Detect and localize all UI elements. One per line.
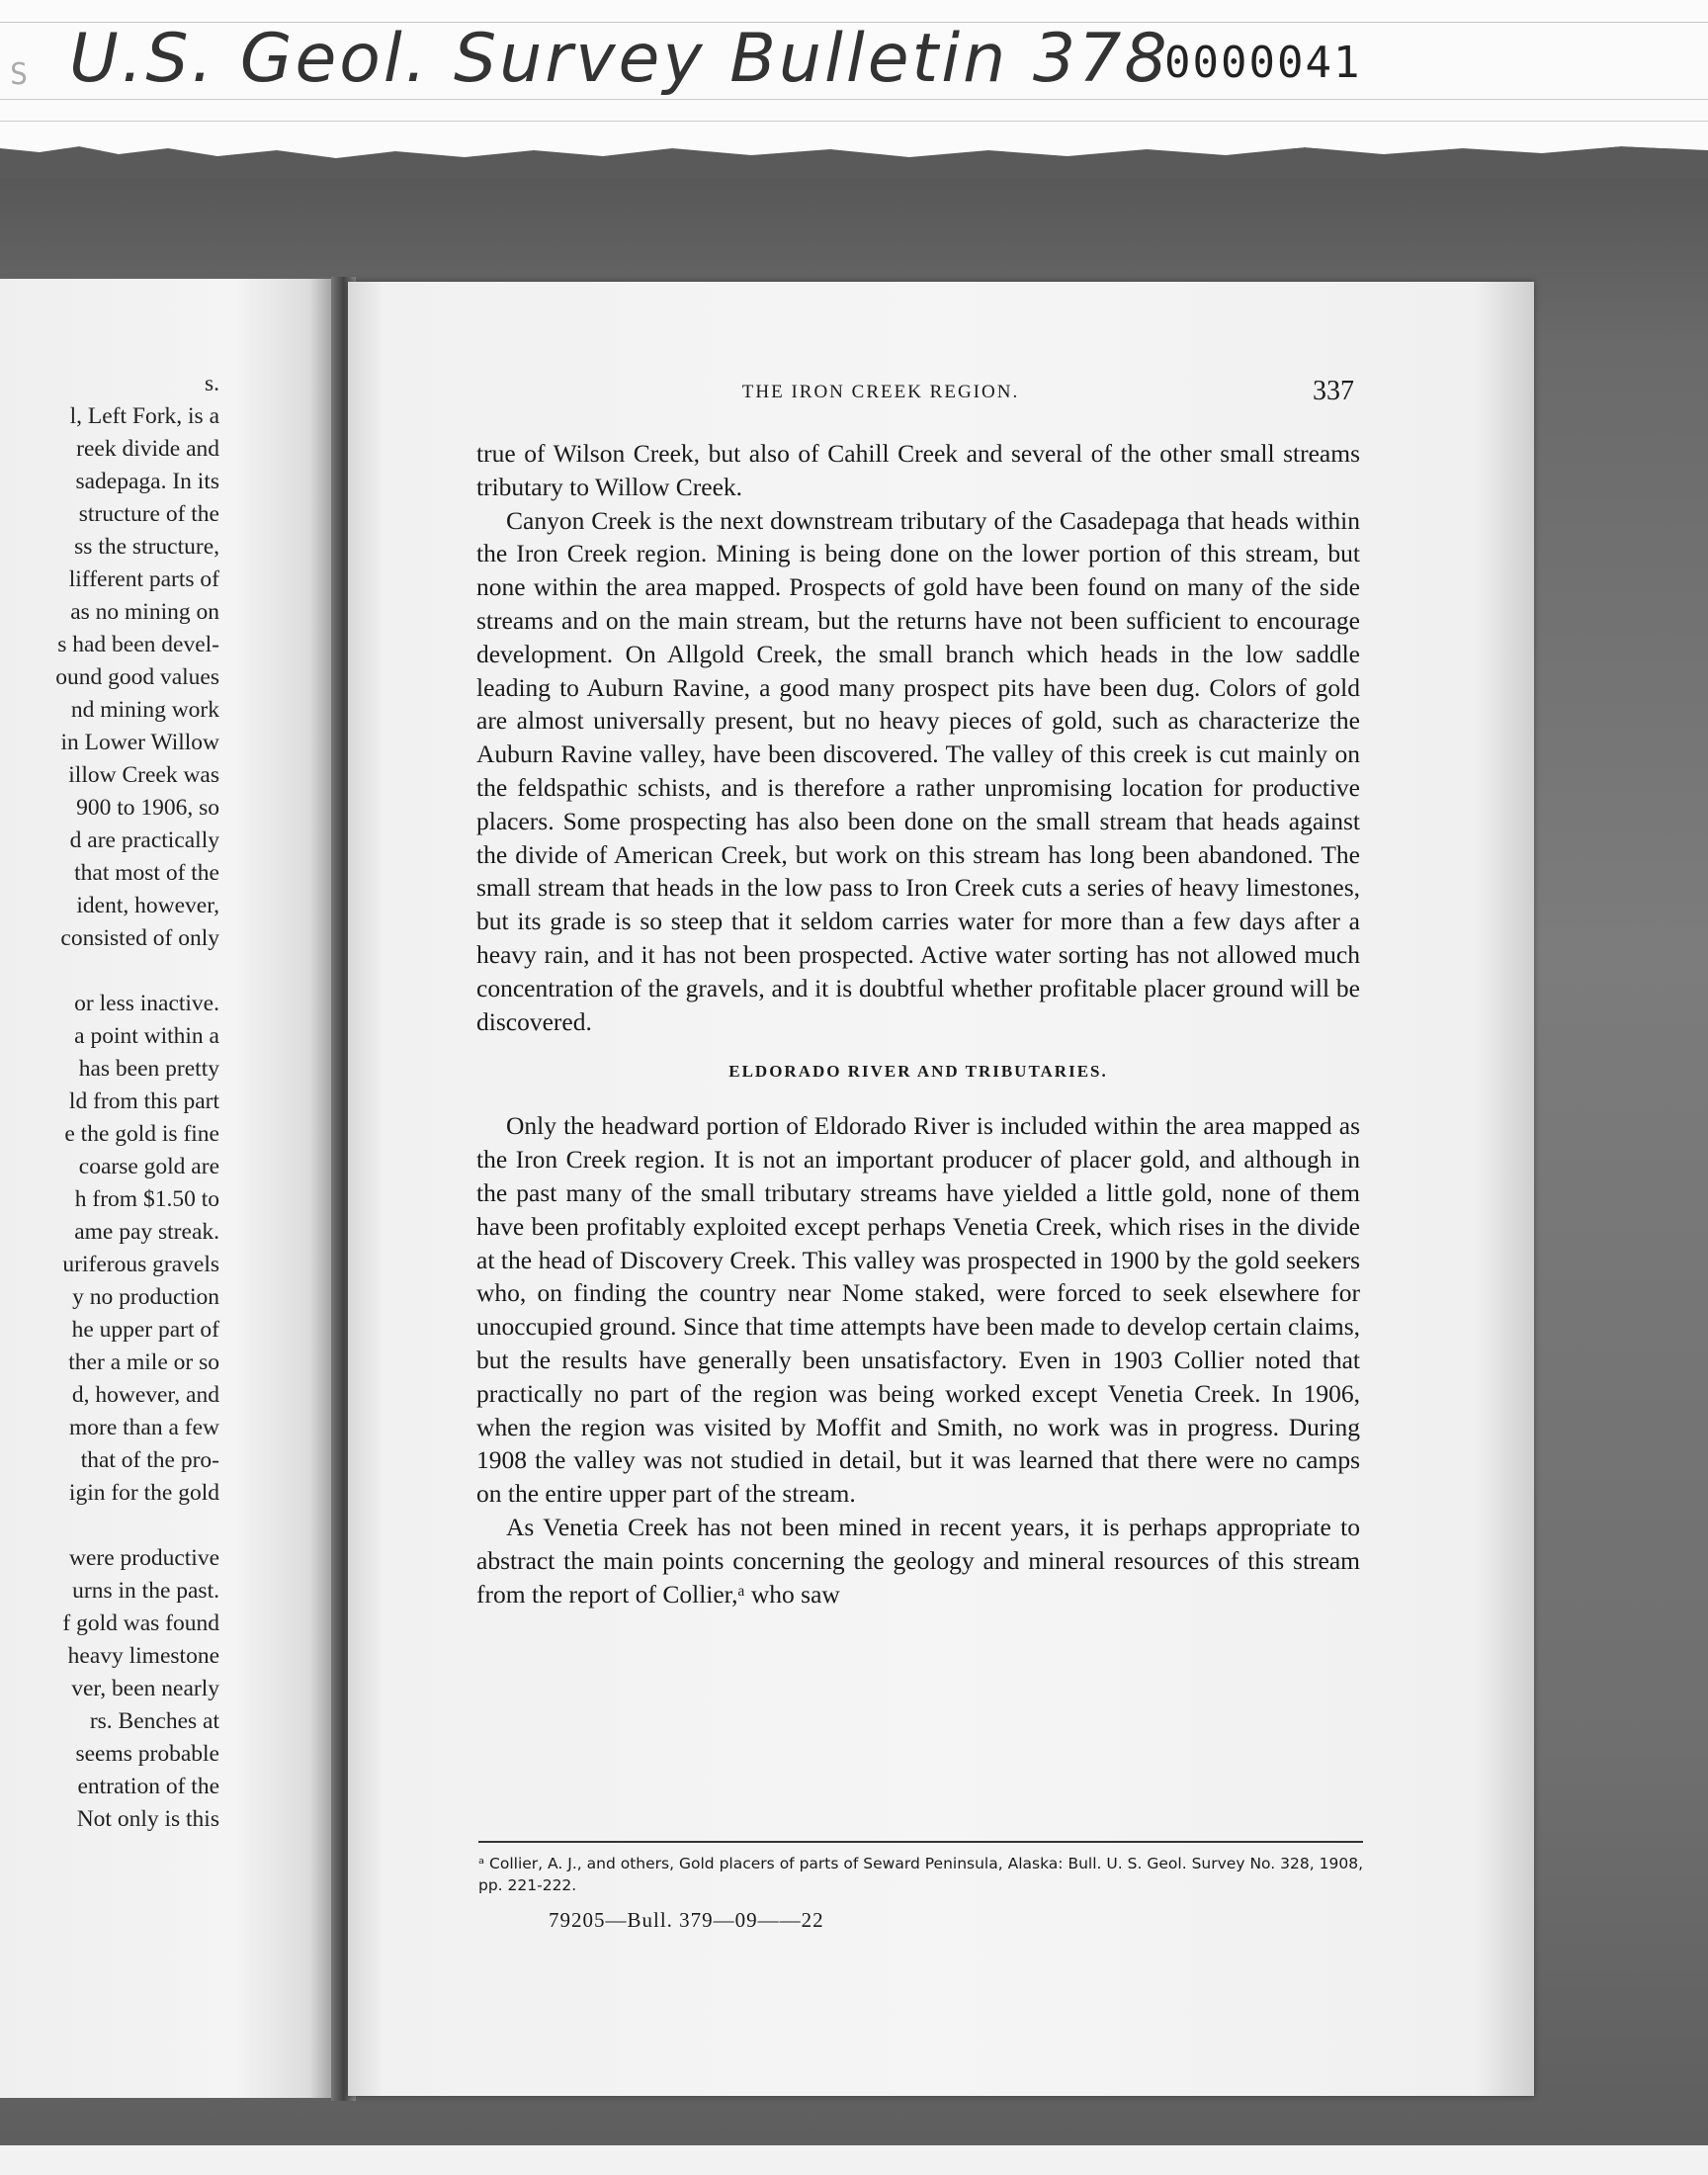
left-page-line: 900 to 1906, so bbox=[76, 795, 219, 821]
running-title: THE IRON CREEK REGION. bbox=[741, 382, 1020, 402]
left-page-line: ident, however, bbox=[76, 893, 219, 918]
document-number: 0000041 bbox=[1164, 38, 1362, 88]
left-page-line: ound good values bbox=[55, 664, 219, 690]
stamp-fragment: S bbox=[10, 57, 29, 92]
left-page-line: consisted of only bbox=[60, 925, 219, 951]
page-number: 337 bbox=[1313, 376, 1354, 406]
left-page-line: entration of the bbox=[77, 1774, 219, 1799]
left-page-line: more than a few bbox=[68, 1415, 219, 1440]
left-page-line: urns in the past. bbox=[72, 1578, 219, 1604]
section-heading: ELDORADO RIVER AND TRIBUTARIES. bbox=[728, 1062, 1108, 1082]
left-page-line: as no mining on bbox=[70, 599, 219, 625]
left-page-line: reek divide and bbox=[76, 436, 219, 462]
left-page-line: were productive bbox=[68, 1545, 219, 1571]
body-text bbox=[476, 437, 1360, 1610]
left-page-line: ver, been nearly bbox=[71, 1676, 219, 1701]
running-head bbox=[397, 376, 1364, 413]
left-page-line: a point within a bbox=[74, 1023, 219, 1049]
left-page-line: h from $1.50 to bbox=[74, 1186, 219, 1212]
left-page-line: or less inactive. bbox=[74, 991, 219, 1016]
left-page-line: igin for the gold bbox=[68, 1480, 219, 1506]
left-page-line: nd mining work bbox=[70, 697, 219, 723]
left-page-line: structure of the bbox=[78, 501, 219, 527]
left-page-line: sadepaga. In its bbox=[75, 469, 219, 494]
paragraph: As Venetia Creek has not been mined in recent years, it is perhaps appropriate to abstract the main points concerning the geology and mineral resources of this stream from the report of Collier,ᵃ who saw bbox=[476, 1512, 1360, 1609]
left-page-line: heavy limestone bbox=[67, 1643, 219, 1669]
left-page-line: lifferent parts of bbox=[68, 566, 219, 592]
left-page-line: d are practically bbox=[69, 827, 219, 853]
paragraph: Canyon Creek is the next downstream tributary of the Casadepaga that heads within the Iron Creek region. Mining is being done on the lower portion of this stream, but none within the area mapped. Prospects of gold have been found on many of the side streams and on the main stream, but the returns have not been sufficient to encourage development. On Allgold Creek, the small branch which heads in the low saddle leading to Auburn Ravine, a good many prospect pits have been dug. Colors of gold are almost universally present, but no heavy pieces of gold, such as characterize the Auburn Ravine valley, have been discovered. The valley of this creek is cut mainly on the feldspathic schists, and is therefore a rather unpromising location for productive placers. Some prospecting has also been done on the small stream that heads against the divide of American Creek, but work on this stream has long been abandoned. The small stream that heads in the low pass to Iron Creek cuts a series of heavy limestones, but its grade is so steep that it seldom carries water for more than a few days after a heavy rain, and it has not been prospected. Active water sorting has not allowed much concentration of the gravels, and it is doubtful whether profitable placer ground will be discovered. bbox=[476, 505, 1360, 1036]
left-page-line: uriferous gravels bbox=[62, 1252, 219, 1277]
left-page-line: that most of the bbox=[74, 860, 219, 886]
left-page-line: seems probable bbox=[75, 1741, 219, 1767]
handwritten-label: U.S. Geol. Survey Bulletin 378 bbox=[69, 20, 1170, 98]
paragraph: true of Wilson Creek, but also of Cahill Creek and several of the other small streams tributary to Willow Creek. bbox=[476, 439, 1360, 501]
signature-line: 79205—Bull. 379—09——22 bbox=[549, 1908, 824, 1932]
left-page-line: d, however, and bbox=[71, 1382, 219, 1408]
footnote-rule bbox=[478, 1841, 1363, 1843]
left-page-line: in Lower Willow bbox=[60, 730, 219, 755]
footnote: ᵃ Collier, A. J., and others, Gold placers of parts of Seward Peninsula, Alaska: Bull. U. S. Geol. Survey No. 328, 1908, pp. 221-222. bbox=[478, 1855, 1363, 1894]
torn-paper-edge bbox=[0, 138, 1708, 178]
left-page-line: coarse gold are bbox=[78, 1154, 219, 1179]
bottom-margin bbox=[0, 2145, 1708, 2175]
left-page-line: has been pretty bbox=[78, 1056, 219, 1082]
left-facing-page bbox=[0, 279, 336, 2098]
left-page-line: ld from this part bbox=[68, 1088, 219, 1114]
left-page-line: Not only is this bbox=[76, 1806, 219, 1832]
left-page-line: f gold was found bbox=[62, 1610, 219, 1636]
left-page-line: e the gold is fine bbox=[64, 1121, 219, 1147]
left-page-line: l, Left Fork, is a bbox=[69, 403, 219, 429]
left-page-line: he upper part of bbox=[71, 1317, 219, 1343]
left-page-line: s had been devel- bbox=[57, 632, 219, 657]
left-page-line: ss the structure, bbox=[74, 534, 219, 560]
left-page-line: ther a mile or so bbox=[68, 1349, 219, 1375]
left-page-line: s. bbox=[204, 371, 219, 396]
left-page-line: y no production bbox=[72, 1284, 219, 1310]
left-page-line: rs. Benches at bbox=[89, 1708, 219, 1734]
left-page-line: that of the pro- bbox=[80, 1447, 219, 1473]
left-page-line: illow Creek was bbox=[68, 762, 219, 788]
left-page-line: ame pay streak. bbox=[74, 1219, 219, 1245]
paragraph: Only the headward portion of Eldorado River is included within the area mapped as the Iron Creek region. It is not an important producer of placer gold, and although in the past many of the small tributary streams have yielded a little gold, none of them have been profitably exploited except perhaps Venetia Creek, which rises in the divide at the head of Discovery Creek. This valley was prospected in 1900 by the gold seekers who, on finding the country near Nome staked, were forced to seek elsewhere for unoccupied ground. Since that time attempts have been made to develop certain claims, but the results have generally been unsatisfactory. Even in 1903 Collier noted that practically no part of the region was being worked except Venetia Creek. In 1906, when the region was visited by Moffit and Smith, no work was in progress. During 1908 the valley was not studied in detail, but it was learned that there were no camps on the entire upper part of the stream. bbox=[476, 1111, 1360, 1509]
